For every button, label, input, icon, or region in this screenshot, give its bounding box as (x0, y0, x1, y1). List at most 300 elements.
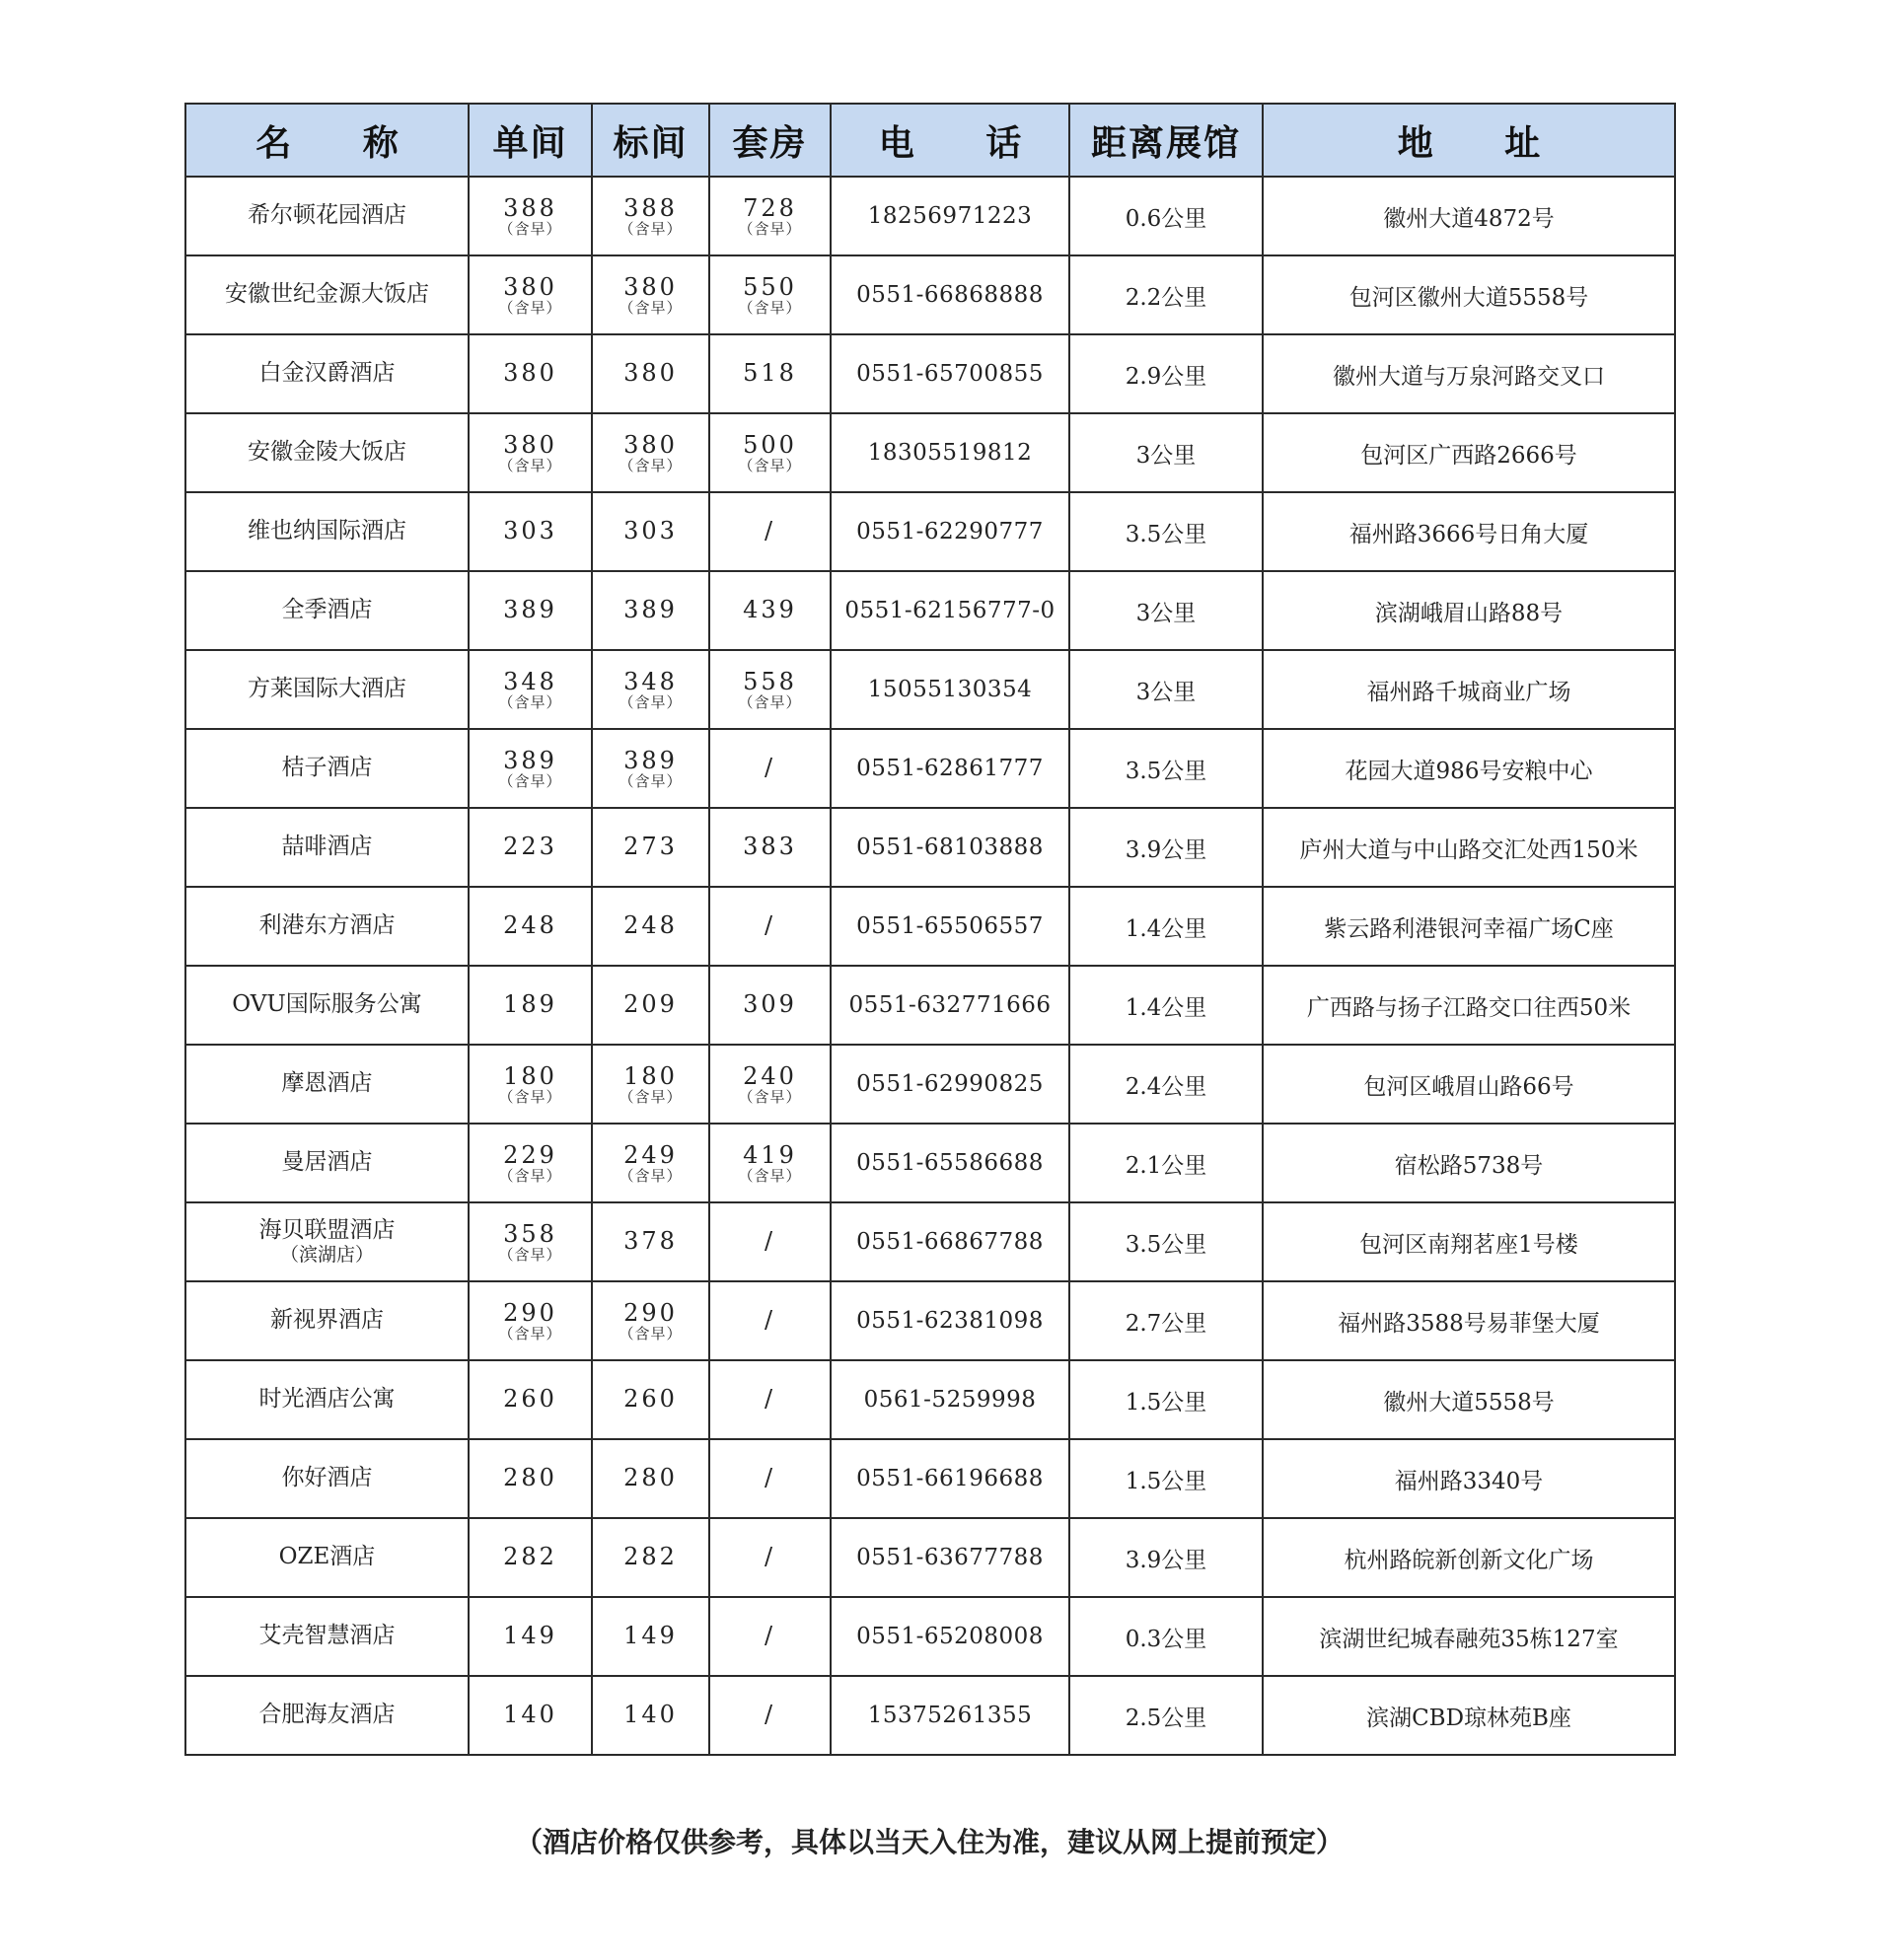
single-room-price-cell (469, 1202, 592, 1281)
standard-room-price (619, 746, 683, 790)
breakfast-included-note: （含早） (498, 456, 562, 474)
standard-room-price-value: 273 (623, 833, 678, 860)
suite-price-value: / (764, 517, 776, 544)
standard-room-price (623, 1624, 678, 1647)
standard-room-price (623, 598, 678, 621)
breakfast-included-note: （含早） (498, 1324, 562, 1343)
standard-room-price-cell (592, 571, 709, 650)
suite-price (765, 1308, 775, 1332)
single-room-price-value: 140 (503, 1701, 557, 1728)
hotel-name: 喆啡酒店 (281, 834, 373, 860)
suite-price-cell (709, 177, 831, 255)
hotel-name: 希尔顿花园酒店 (248, 202, 406, 229)
single-room-price-value: 348 (503, 667, 557, 695)
standard-room-price (619, 1298, 683, 1343)
hotel-name-cell (185, 887, 469, 966)
address-cell: 庐州大道与中山路交汇处西150米 (1263, 808, 1675, 887)
suite-price (738, 430, 802, 474)
distance-cell: 0.6公里 (1069, 177, 1263, 255)
standard-room-price-value: 282 (623, 1543, 678, 1570)
suite-price-value: 439 (743, 596, 797, 623)
suite-price-value: / (764, 1385, 776, 1413)
standard-room-price-value: 280 (623, 1464, 678, 1491)
table-row (185, 571, 1675, 650)
suite-price (738, 193, 802, 238)
address-cell: 福州路3588号易菲堡大厦 (1263, 1281, 1675, 1360)
header-name: 名 称 (185, 104, 469, 177)
suite-price-cell (709, 1202, 831, 1281)
phone-cell: 0551-63677788 (831, 1518, 1069, 1597)
phone-cell: 0551-68103888 (831, 808, 1069, 887)
single-room-price-cell (469, 1518, 592, 1597)
hotel-name-cell (185, 1202, 469, 1281)
table-row (185, 1518, 1675, 1597)
single-room-price-cell (469, 492, 592, 571)
address-cell: 滨湖CBD琼林苑B座 (1263, 1676, 1675, 1755)
hotel-name-cell (185, 413, 469, 492)
standard-room-price (623, 361, 678, 385)
hotel-name-cell (185, 571, 469, 650)
single-room-price-value: 223 (503, 833, 557, 860)
address-cell: 福州路3340号 (1263, 1439, 1675, 1518)
distance-cell: 2.9公里 (1069, 334, 1263, 413)
hotel-name: 利港东方酒店 (258, 912, 396, 939)
hotel-name: 维也纳国际酒店 (248, 518, 406, 544)
standard-room-price-cell (592, 808, 709, 887)
single-room-price (503, 519, 557, 543)
standard-room-price-value: 260 (623, 1385, 678, 1413)
suite-price-value: / (764, 911, 776, 939)
single-room-price-value: 180 (503, 1061, 557, 1090)
single-room-price-cell (469, 1360, 592, 1439)
breakfast-included-note: （含早） (619, 219, 683, 238)
hotel-name-cell (185, 334, 469, 413)
distance-cell: 1.5公里 (1069, 1439, 1263, 1518)
standard-room-price-value: 380 (623, 272, 678, 301)
single-room-price (498, 1219, 562, 1264)
table-row (185, 808, 1675, 887)
single-room-price-value: 389 (503, 596, 557, 623)
single-room-price (503, 1624, 557, 1647)
hotel-name-cell (185, 492, 469, 571)
standard-room-price-cell (592, 966, 709, 1045)
address-cell: 花园大道986号安粮中心 (1263, 729, 1675, 808)
table-row (185, 1360, 1675, 1439)
suite-price (743, 361, 797, 385)
standard-room-price (623, 1545, 678, 1568)
phone-cell: 0551-66867788 (831, 1202, 1069, 1281)
single-room-price-cell (469, 1124, 592, 1202)
table-row (185, 413, 1675, 492)
table-row (185, 1439, 1675, 1518)
suite-price-value: 500 (743, 430, 797, 459)
distance-cell: 3.9公里 (1069, 808, 1263, 887)
address-cell: 福州路3666号日角大厦 (1263, 492, 1675, 571)
breakfast-included-note: （含早） (619, 1324, 683, 1343)
hotel-name: 安徽世纪金源大饭店 (225, 281, 429, 308)
address-cell: 包河区峨眉山路66号 (1263, 1045, 1675, 1124)
suite-price-cell (709, 1360, 831, 1439)
standard-room-price-cell (592, 1281, 709, 1360)
suite-price-value: 518 (743, 359, 797, 387)
single-room-price-cell (469, 1045, 592, 1124)
standard-room-price-value: 380 (623, 359, 678, 387)
single-room-price (498, 1298, 562, 1343)
standard-room-price-cell (592, 177, 709, 255)
standard-room-price (623, 835, 678, 858)
standard-room-price (623, 913, 678, 937)
suite-price-cell (709, 1439, 831, 1518)
suite-price-cell (709, 966, 831, 1045)
standard-room-price-cell (592, 1045, 709, 1124)
suite-price-cell (709, 887, 831, 966)
single-room-price (503, 1387, 557, 1411)
address-cell: 滨湖世纪城春融苑35栋127室 (1263, 1597, 1675, 1676)
header-phone: 电 话 (831, 104, 1069, 177)
suite-price-value: 550 (743, 272, 797, 301)
address-cell: 广西路与扬子江路交口往西50米 (1263, 966, 1675, 1045)
standard-room-price-cell (592, 1360, 709, 1439)
single-room-price-value: 358 (503, 1219, 557, 1248)
phone-cell: 0551-65208008 (831, 1597, 1069, 1676)
phone-cell: 0561-5259998 (831, 1360, 1069, 1439)
single-room-price (498, 193, 562, 238)
suite-price-value: 558 (743, 667, 797, 695)
breakfast-included-note: （含早） (498, 1245, 562, 1264)
distance-cell: 2.2公里 (1069, 255, 1263, 334)
suite-price-cell (709, 492, 831, 571)
address-cell: 福州路千城商业广场 (1263, 650, 1675, 729)
single-room-price-value: 389 (503, 746, 557, 774)
distance-cell: 3公里 (1069, 650, 1263, 729)
standard-room-price-value: 209 (623, 990, 678, 1018)
single-room-price-cell (469, 1676, 592, 1755)
suite-price-value: / (764, 1227, 776, 1255)
table-row (185, 1281, 1675, 1360)
breakfast-included-note: （含早） (738, 456, 802, 474)
header-distance: 距离展馆 (1069, 104, 1263, 177)
breakfast-included-note: （含早） (498, 219, 562, 238)
suite-price (743, 992, 797, 1016)
suite-price-value: / (764, 1701, 776, 1728)
standard-room-price (623, 519, 678, 543)
address-cell: 滨湖峨眉山路88号 (1263, 571, 1675, 650)
suite-price-value: / (764, 1543, 776, 1570)
single-room-price-value: 380 (503, 430, 557, 459)
distance-cell: 1.5公里 (1069, 1360, 1263, 1439)
table-row (185, 492, 1675, 571)
single-room-price (498, 430, 562, 474)
suite-price (765, 756, 775, 779)
suite-price-value: 240 (743, 1061, 797, 1090)
breakfast-included-note: （含早） (498, 771, 562, 790)
single-room-price-value: 280 (503, 1464, 557, 1491)
standard-room-price-value: 389 (623, 746, 678, 774)
suite-price-value: 383 (743, 833, 797, 860)
hotel-list-sheet (184, 103, 1674, 1756)
single-room-price (503, 835, 557, 858)
single-room-price (498, 667, 562, 711)
phone-cell: 15055130354 (831, 650, 1069, 729)
standard-room-price-cell (592, 1202, 709, 1281)
table-row (185, 966, 1675, 1045)
suite-price-cell (709, 1045, 831, 1124)
hotel-table-body (185, 177, 1675, 1755)
single-room-price-value: 229 (503, 1140, 557, 1169)
single-room-price-value: 149 (503, 1622, 557, 1649)
standard-room-price-cell (592, 1439, 709, 1518)
hotel-branch: （滨湖店） (279, 1244, 374, 1267)
single-room-price-cell (469, 650, 592, 729)
distance-cell: 3.5公里 (1069, 1202, 1263, 1281)
hotel-table-header (185, 104, 1675, 177)
suite-price-cell (709, 255, 831, 334)
phone-cell: 0551-66196688 (831, 1439, 1069, 1518)
suite-price (765, 1703, 775, 1726)
single-room-price-value: 380 (503, 359, 557, 387)
distance-cell: 1.4公里 (1069, 966, 1263, 1045)
table-row (185, 1124, 1675, 1202)
suite-price (743, 598, 797, 621)
standard-room-price (623, 1703, 678, 1726)
hotel-name-cell (185, 729, 469, 808)
standard-room-price (619, 272, 683, 317)
single-room-price-cell (469, 729, 592, 808)
address-cell: 包河区南翔茗座1号楼 (1263, 1202, 1675, 1281)
table-row (185, 177, 1675, 255)
table-row (185, 1676, 1675, 1755)
hotel-name-cell (185, 1360, 469, 1439)
suite-price-cell (709, 571, 831, 650)
standard-room-price-cell (592, 1597, 709, 1676)
distance-cell: 0.3公里 (1069, 1597, 1263, 1676)
address-cell: 杭州路皖新创新文化广场 (1263, 1518, 1675, 1597)
hotel-name: 曼居酒店 (281, 1149, 373, 1176)
suite-price (765, 1387, 775, 1411)
address-cell: 徽州大道与万泉河路交叉口 (1263, 334, 1675, 413)
standard-room-price (619, 193, 683, 238)
suite-price (743, 835, 797, 858)
standard-room-price (623, 992, 678, 1016)
table-row (185, 1045, 1675, 1124)
suite-price (765, 1466, 775, 1489)
phone-cell: 0551-62290777 (831, 492, 1069, 571)
suite-price (765, 1624, 775, 1647)
breakfast-included-note: （含早） (619, 1166, 683, 1185)
standard-room-price-value: 389 (623, 596, 678, 623)
distance-cell: 3公里 (1069, 571, 1263, 650)
breakfast-included-note: （含早） (498, 692, 562, 711)
standard-room-price-value: 378 (623, 1227, 678, 1255)
suite-price (738, 667, 802, 711)
hotel-name-cell (185, 808, 469, 887)
phone-cell: 0551-62156777-0 (831, 571, 1069, 650)
distance-cell: 3公里 (1069, 413, 1263, 492)
suite-price-cell (709, 413, 831, 492)
standard-room-price-cell (592, 729, 709, 808)
standard-room-price-value: 140 (623, 1701, 678, 1728)
hotel-name: 新视界酒店 (270, 1307, 384, 1334)
table-row (185, 729, 1675, 808)
standard-room-price-cell (592, 887, 709, 966)
address-cell: 紫云路利港银河幸福广场C座 (1263, 887, 1675, 966)
suite-price (765, 1229, 775, 1253)
suite-price (765, 519, 775, 543)
hotel-name-cell (185, 650, 469, 729)
breakfast-included-note: （含早） (619, 771, 683, 790)
hotel-name-cell (185, 966, 469, 1045)
hotel-name-cell (185, 1518, 469, 1597)
single-room-price-cell (469, 255, 592, 334)
hotel-name-cell (185, 1045, 469, 1124)
distance-cell: 1.4公里 (1069, 887, 1263, 966)
hotel-name: 全季酒店 (281, 597, 373, 623)
header-standard-room: 标间 (592, 104, 709, 177)
table-row (185, 1202, 1675, 1281)
single-room-price-cell (469, 334, 592, 413)
breakfast-included-note: （含早） (619, 692, 683, 711)
hotel-name-cell (185, 255, 469, 334)
hotel-name-cell (185, 177, 469, 255)
single-room-price-cell (469, 1597, 592, 1676)
standard-room-price-value: 249 (623, 1140, 678, 1169)
hotel-name: 方莱国际大酒店 (248, 676, 406, 702)
phone-cell: 0551-632771666 (831, 966, 1069, 1045)
standard-room-price-cell (592, 413, 709, 492)
standard-room-price-value: 303 (623, 517, 678, 544)
suite-price-value: / (764, 1464, 776, 1491)
single-room-price (503, 1703, 557, 1726)
single-room-price-cell (469, 1439, 592, 1518)
hotel-name: 摩恩酒店 (281, 1070, 373, 1097)
single-room-price-value: 282 (503, 1543, 557, 1570)
suite-price (738, 1140, 802, 1185)
single-room-price (503, 361, 557, 385)
suite-price-value: / (764, 1306, 776, 1334)
hotel-table (184, 103, 1676, 1756)
breakfast-included-note: （含早） (619, 1087, 683, 1106)
single-room-price-value: 248 (503, 911, 557, 939)
breakfast-included-note: （含早） (738, 692, 802, 711)
hotel-name: OVU国际服务公寓 (232, 991, 422, 1018)
hotel-name-cell (185, 1597, 469, 1676)
phone-cell: 18305519812 (831, 413, 1069, 492)
hotel-name-cell (185, 1439, 469, 1518)
hotel-name: 安徽金陵大饭店 (248, 439, 406, 466)
single-room-price-value: 260 (503, 1385, 557, 1413)
suite-price-value: 309 (743, 990, 797, 1018)
hotel-name: 你好酒店 (281, 1465, 373, 1491)
standard-room-price-value: 149 (623, 1622, 678, 1649)
address-cell: 徽州大道4872号 (1263, 177, 1675, 255)
breakfast-included-note: （含早） (619, 456, 683, 474)
distance-cell: 2.4公里 (1069, 1045, 1263, 1124)
phone-cell: 0551-65506557 (831, 887, 1069, 966)
suite-price-cell (709, 1518, 831, 1597)
table-row (185, 887, 1675, 966)
single-room-price-cell (469, 571, 592, 650)
standard-room-price (623, 1229, 678, 1253)
suite-price-cell (709, 1676, 831, 1755)
breakfast-included-note: （含早） (738, 1166, 802, 1185)
suite-price (765, 913, 775, 937)
single-room-price (503, 598, 557, 621)
suite-price-cell (709, 334, 831, 413)
single-room-price-value: 380 (503, 272, 557, 301)
standard-room-price (619, 1140, 683, 1185)
single-room-price (503, 1545, 557, 1568)
single-room-price (498, 1140, 562, 1185)
single-room-price-cell (469, 177, 592, 255)
hotel-name: 合肥海友酒店 (258, 1702, 396, 1728)
distance-cell: 2.1公里 (1069, 1124, 1263, 1202)
standard-room-price (619, 1061, 683, 1106)
single-room-price-cell (469, 966, 592, 1045)
standard-room-price-cell (592, 255, 709, 334)
price-disclaimer: （酒店价格仅供参考，具体以当天入住为准，建议从网上提前预定） (514, 1826, 1344, 1858)
standard-room-price-cell (592, 1676, 709, 1755)
phone-cell: 0551-65700855 (831, 334, 1069, 413)
standard-room-price (623, 1387, 678, 1411)
suite-price (765, 1545, 775, 1568)
single-room-price-value: 189 (503, 990, 557, 1018)
standard-room-price-value: 180 (623, 1061, 678, 1090)
suite-price-value: 728 (743, 193, 797, 222)
suite-price-cell (709, 1597, 831, 1676)
distance-cell: 2.7公里 (1069, 1281, 1263, 1360)
header-single-room: 单间 (469, 104, 592, 177)
hotel-name: 艾壳智慧酒店 (258, 1623, 396, 1649)
hotel-name-cell (185, 1281, 469, 1360)
breakfast-included-note: （含早） (738, 219, 802, 238)
standard-room-price-cell (592, 1124, 709, 1202)
suite-price-cell (709, 729, 831, 808)
standard-room-price (619, 430, 683, 474)
hotel-name-cell (185, 1676, 469, 1755)
single-room-price-cell (469, 1281, 592, 1360)
suite-price-cell (709, 650, 831, 729)
suite-price-value: / (764, 754, 776, 781)
hotel-name: 白金汉爵酒店 (258, 360, 396, 387)
standard-room-price-value: 290 (623, 1298, 678, 1327)
standard-room-price-value: 380 (623, 430, 678, 459)
distance-cell: 3.5公里 (1069, 492, 1263, 571)
phone-cell: 15375261355 (831, 1676, 1069, 1755)
single-room-price (498, 272, 562, 317)
standard-room-price-cell (592, 650, 709, 729)
phone-cell: 0551-65586688 (831, 1124, 1069, 1202)
suite-price-cell (709, 808, 831, 887)
phone-cell: 0551-62861777 (831, 729, 1069, 808)
table-row (185, 1597, 1675, 1676)
breakfast-included-note: （含早） (498, 1166, 562, 1185)
phone-cell: 0551-66868888 (831, 255, 1069, 334)
suite-price-cell (709, 1124, 831, 1202)
single-room-price-cell (469, 887, 592, 966)
table-row (185, 334, 1675, 413)
suite-price (738, 1061, 802, 1106)
suite-price-cell (709, 1281, 831, 1360)
single-room-price (498, 746, 562, 790)
hotel-name: 时光酒店公寓 (258, 1386, 396, 1413)
standard-room-price-value: 388 (623, 193, 678, 222)
suite-price-value: / (764, 1622, 776, 1649)
suite-price (738, 272, 802, 317)
distance-cell: 2.5公里 (1069, 1676, 1263, 1755)
standard-room-price-value: 248 (623, 911, 678, 939)
phone-cell: 18256971223 (831, 177, 1069, 255)
standard-room-price-value: 348 (623, 667, 678, 695)
